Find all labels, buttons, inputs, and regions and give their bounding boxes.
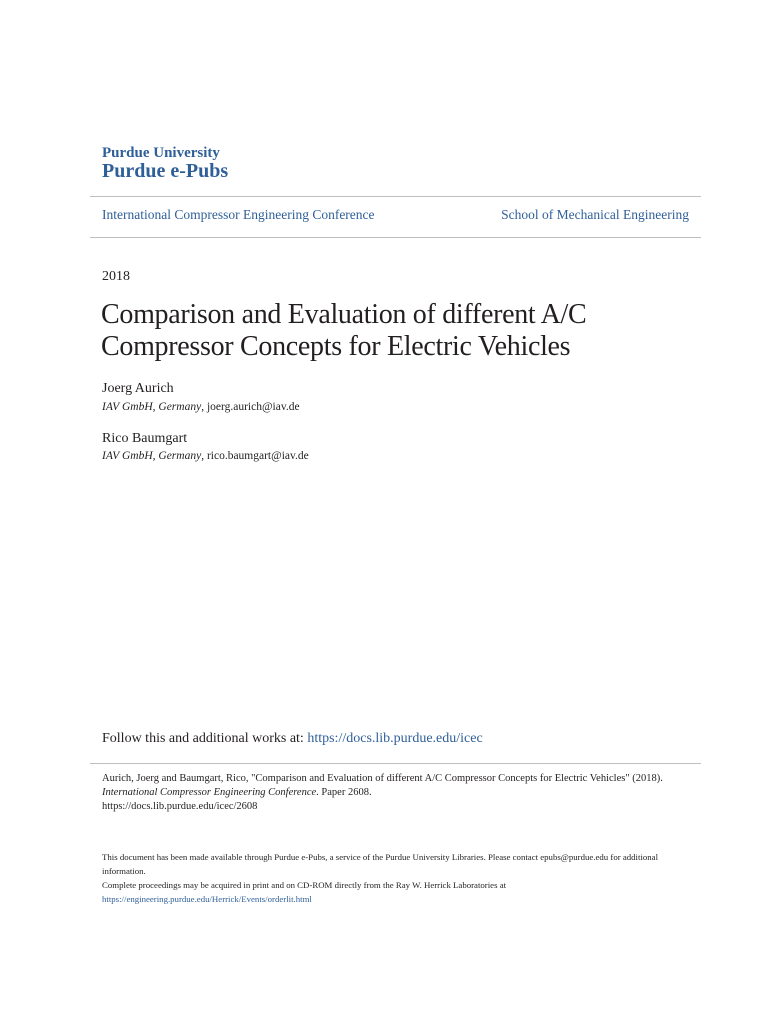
publication-year: 2018: [102, 269, 130, 284]
citation-journal: International Compressor Engineering Conference: [102, 787, 317, 798]
citation-paper: . Paper 2608.: [316, 787, 372, 798]
citation-url: https://docs.lib.purdue.edu/icec/2608: [102, 801, 258, 812]
follow-label: Follow this and additional works at:: [102, 731, 308, 746]
availability-notice: [102, 850, 702, 906]
author-institution-1: IAV GmbH, Germany: [102, 401, 202, 413]
author-name-2: Rico Baumgart: [102, 431, 188, 446]
author-email-2: , rico.baumgart@iav.de: [201, 450, 309, 462]
citation-divider: [90, 763, 701, 764]
author-institution-2: IAV GmbH, Germany: [102, 450, 202, 462]
follow-line: [102, 731, 483, 747]
citation-prefix: Aurich, Joerg and Baumgart, Rico, "Comparison and Evaluation of different A/C Compressor Concepts for Electric Vehicles" (2018).: [102, 773, 663, 784]
author-name-1: Joerg Aurich: [102, 381, 174, 396]
follow-url-link[interactable]: https://docs.lib.purdue.edu/icec: [307, 731, 483, 746]
author-affiliation-1: [102, 401, 300, 413]
conference-link[interactable]: International Compressor Engineering Conference: [102, 207, 375, 222]
university-name[interactable]: Purdue University: [102, 145, 220, 161]
author-email-1: , joerg.aurich@iav.de: [201, 401, 300, 413]
herrick-order-link[interactable]: https://engineering.purdue.edu/Herrick/Events/orderlit.html: [102, 894, 312, 904]
repository-name[interactable]: Purdue e-Pubs: [102, 160, 229, 182]
author-affiliation-2: [102, 450, 309, 462]
citation-block: [102, 772, 702, 814]
notice-line-1: This document has been made available through Purdue e-Pubs, a service of the Purdue University Libraries. Please contact epubs@purdue.edu for additional information.: [102, 852, 659, 876]
paper-title: Comparison and Evaluation of different A/C Compressor Concepts for Electric Vehicles: [101, 299, 587, 362]
school-link[interactable]: School of Mechanical Engineering: [501, 207, 689, 222]
top-divider: [90, 196, 701, 197]
notice-line-2: Complete proceedings may be acquired in print and on CD-ROM directly from the Ray W. Herrick Laboratories at: [102, 880, 507, 890]
series-divider: [90, 237, 701, 238]
